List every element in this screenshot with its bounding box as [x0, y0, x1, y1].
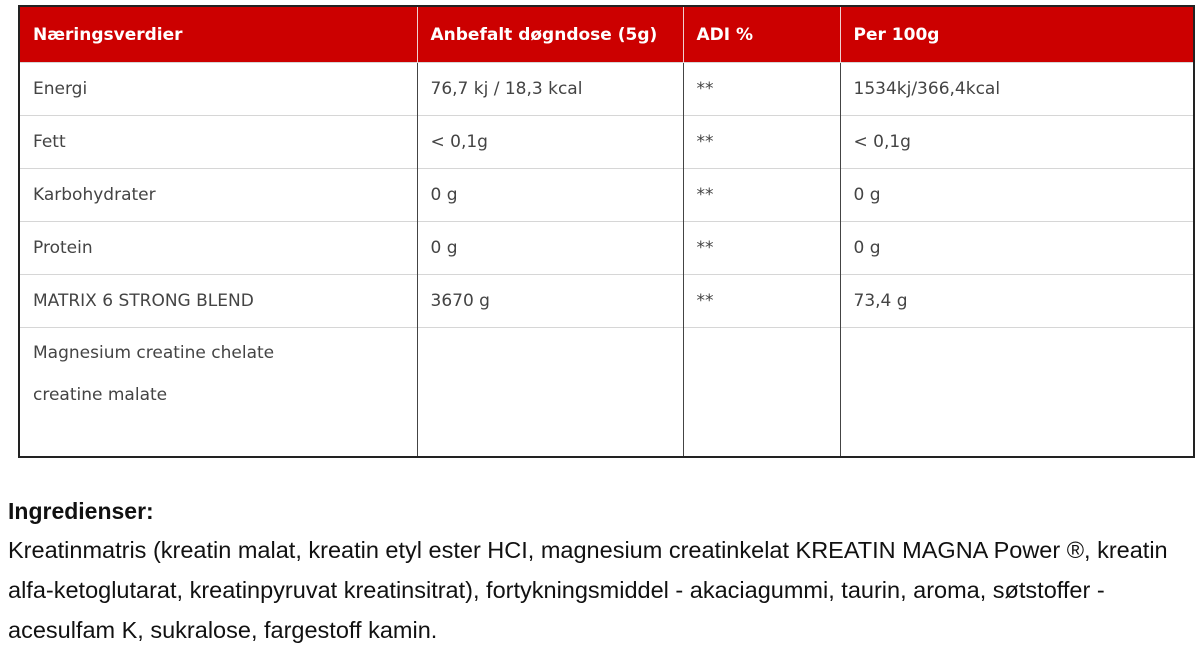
- table-header-row: [19, 6, 1194, 63]
- cell-nutrient: Energi: [19, 63, 417, 116]
- cell-per-100g: 1534kj/366,4kcal: [840, 63, 1194, 116]
- cell-daily-dose: < 0,1g: [417, 116, 683, 169]
- header-adi-percent: ADI %: [683, 6, 840, 63]
- cell-adi: **: [683, 222, 840, 275]
- ingredients-text: Kreatinmatris (kreatin malat, kreatin etyl ester HCI, magnesium creatinkelat KREATIN MAGNA Power ®, kreatin alfa-ketoglutarat, kreatinpyruvat kreatinsitrat), fortykningsmiddel - akaciagummi, taurin, aroma, søtstoffer - acesulfam K, sukralose, fargestoff kamin.: [8, 537, 1168, 643]
- cell-empty: [417, 328, 683, 458]
- cell-adi: **: [683, 63, 840, 116]
- cell-nutrient: Protein: [19, 222, 417, 275]
- cell-nutrient: MATRIX 6 STRONG BLEND: [19, 275, 417, 328]
- table-row: [19, 222, 1194, 275]
- table-row: [19, 328, 1194, 458]
- cell-per-100g: 0 g: [840, 222, 1194, 275]
- table-row: [19, 275, 1194, 328]
- cell-blend-components: [19, 328, 417, 458]
- cell-empty: [840, 328, 1194, 458]
- cell-daily-dose: 3670 g: [417, 275, 683, 328]
- cell-per-100g: 73,4 g: [840, 275, 1194, 328]
- cell-per-100g: 0 g: [840, 169, 1194, 222]
- header-anbefalt-dogndose: Anbefalt døgndose (5g): [417, 6, 683, 63]
- cell-daily-dose: 0 g: [417, 222, 683, 275]
- header-per-100g: Per 100g: [840, 6, 1194, 63]
- cell-per-100g: < 0,1g: [840, 116, 1194, 169]
- table-row: [19, 63, 1194, 116]
- ingredients-heading: Ingredienser:: [8, 498, 154, 524]
- ingredients-section: [8, 492, 1193, 650]
- cell-empty: [683, 328, 840, 458]
- cell-nutrient: Fett: [19, 116, 417, 169]
- blend-component: Magnesium creatine chelate: [33, 343, 275, 363]
- cell-nutrient: Karbohydrater: [19, 169, 417, 222]
- table-row: [19, 116, 1194, 169]
- cell-adi: **: [683, 169, 840, 222]
- header-naeringsverdier: Næringsverdier: [19, 6, 417, 63]
- table-row: [19, 169, 1194, 222]
- nutrition-table: [18, 5, 1195, 458]
- cell-daily-dose: 0 g: [417, 169, 683, 222]
- cell-daily-dose: 76,7 kj / 18,3 kcal: [417, 63, 683, 116]
- cell-adi: **: [683, 275, 840, 328]
- cell-adi: **: [683, 116, 840, 169]
- blend-component: creatine malate: [33, 385, 168, 405]
